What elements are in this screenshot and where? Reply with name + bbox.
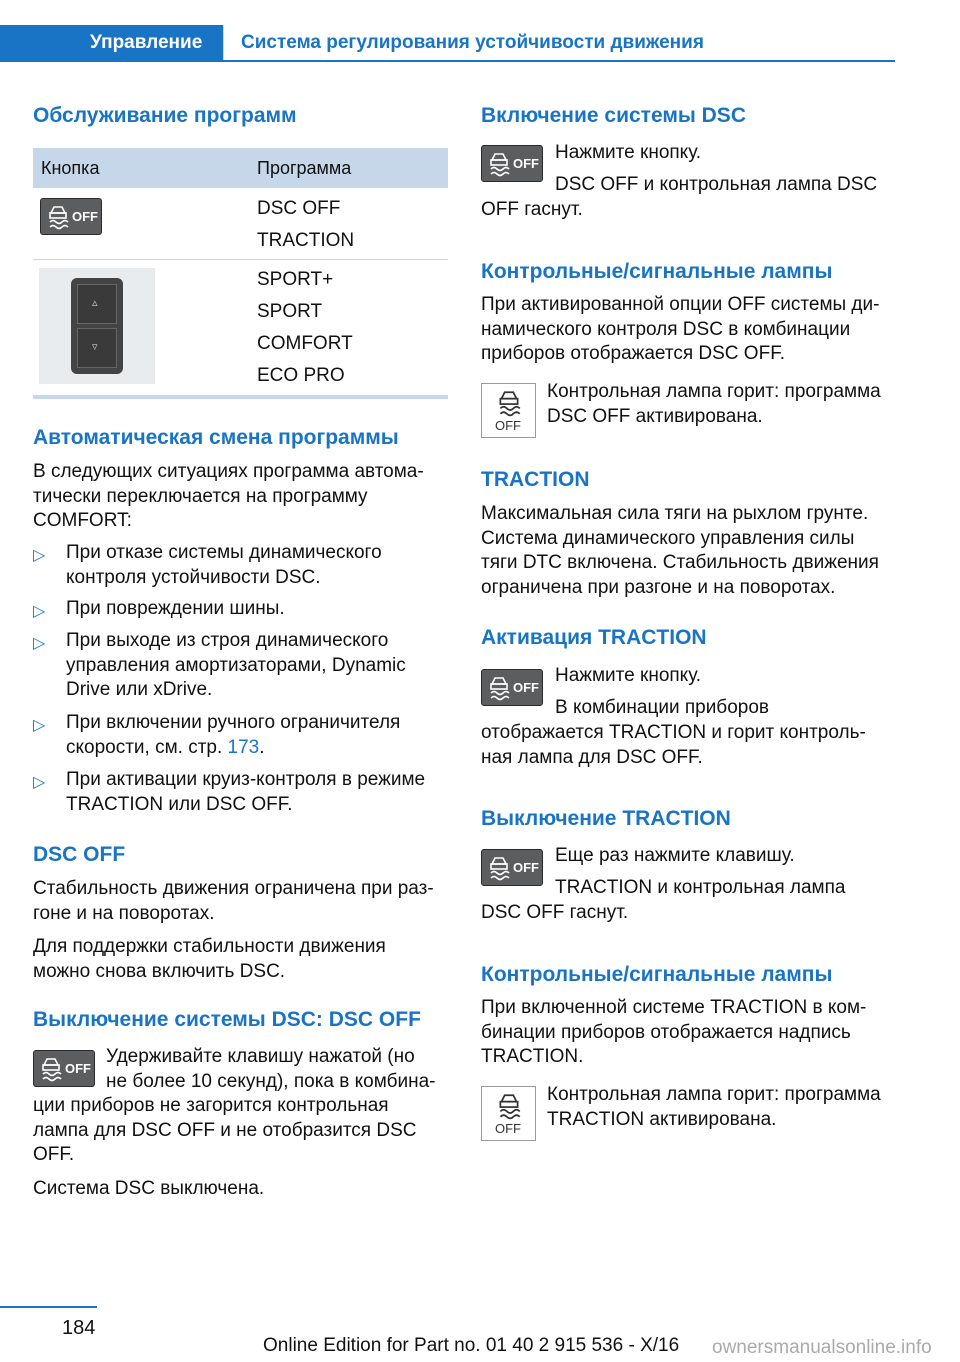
dsc-on-text: DSC OFF и контрольная лампа DSC [555,174,878,195]
table-bottom-rule [33,395,448,399]
skid-car-icon [488,151,510,177]
text-line: При выходе из строя динамического [66,630,389,651]
skid-car-icon [496,1092,522,1120]
chapter-title: Система регулирования устойчивости движения [241,32,704,53]
dsc-support-paragraph [33,935,386,984]
text-line: гоне и на поворотах. [33,902,215,924]
skid-car-icon [488,855,510,881]
text-line: тически переключается на программу [33,485,368,507]
dsc-disabled-text: Система DSC выключена. [33,1178,265,1199]
text-line: При отказе системы динамического [66,542,382,563]
program-eco-pro: ECO PRO [257,365,345,386]
text-line: В следующих ситуациях программа автома- [33,461,424,482]
text-span: скорости, см. стр. [66,736,228,758]
program-sport-plus: SPORT+ [257,269,334,290]
driving-experience-switch [39,268,155,384]
off-label: OFF [513,156,539,171]
text-line: Контрольная лампа горит: программа [547,381,881,402]
page-number: 184 [62,1317,96,1339]
program-sport: SPORT [257,301,323,322]
dsc-off-button-icon [481,145,543,182]
lamps2-paragraph [481,996,866,1070]
text-line: Удерживайте клавишу нажатой (но [106,1046,415,1067]
text-line: отображается TRACTION и горит контроль- [481,722,866,743]
traction-off-text: TRACTION и контрольная лампа [555,877,846,898]
list-item [66,597,285,622]
heading-dsc-switch-off: Выключение системы DSC: DSC OFF [33,1008,421,1031]
tab-separator [223,25,224,62]
list-item [66,629,406,703]
bullet-icon: ▷ [33,635,46,652]
text-line: намического контроля DSC в комбинации [481,318,851,340]
heading-programs: Обслуживание программ [33,104,297,127]
watermark: ownersmanualsonline.info [712,1337,932,1358]
off-label: OFF [72,209,98,224]
text-line: Стабильность движения ограничена при раз- [33,878,434,899]
heading-lamps-2: Контрольные/сигнальные лампы [481,963,833,986]
dsc-off-paragraph [33,877,434,926]
dsc-off-indicator-lamp [481,383,536,438]
traction-on-text-cont [481,721,866,770]
skid-car-icon [40,1056,62,1082]
text-line: TRACTION. [481,1046,584,1067]
bullet-icon: ▷ [33,547,46,564]
off-label: OFF [495,1121,521,1136]
text-line: ции приборов не загорится контрольная [33,1095,389,1116]
program-comfort: COMFORT [257,333,353,354]
text-line: Для поддержки стабильности движения [33,936,386,957]
traction-off-text-cont: DSC OFF гаснут. [481,902,629,923]
footer-rule [0,1306,97,1308]
text-line: При активированной опции OFF системы ди- [481,294,880,315]
list-item [66,711,400,760]
text-line: бинации приборов отображается надпись [481,1021,851,1043]
col-header-program: Программа [257,158,352,178]
text-line: COMFORT: [33,510,132,531]
skid-car-icon [496,389,522,417]
auto-paragraph [33,460,424,534]
dsc-off-button-icon [481,849,543,886]
press-again-text: Еще раз нажмите клавишу. [555,845,795,866]
list-item [66,541,382,590]
bullet-icon: ▷ [33,603,46,620]
dsc-off-button-icon [33,1050,95,1087]
text-line: управления амортизаторами, Dynamic [66,654,406,676]
press-button-text: Нажмите кнопку. [555,665,702,686]
text-line: TRACTION или DSC OFF. [66,793,293,815]
bullet-icon: ▷ [33,717,46,734]
lamps1-note [547,380,881,429]
off-label: OFF [495,418,521,433]
switch-up-key [77,284,117,324]
dsc-off-button-icon [40,198,102,235]
down-arrow-icon: ▿ [92,341,98,353]
text-line: ная лампа для DSC OFF. [481,746,703,768]
switch-down-key [77,328,117,368]
skid-car-icon [47,204,69,230]
up-arrow-icon: ▵ [92,297,98,309]
text-line: приборов отображается DSC OFF. [481,343,785,364]
text-line: DSC OFF активирована. [547,405,763,427]
lamps1-paragraph [481,293,879,367]
text-line: не более 10 секунд), пока в комбина- [106,1070,436,1092]
traction-indicator-lamp [481,1086,536,1141]
press-button-text: Нажмите кнопку. [555,142,702,163]
text-line: Drive или xDrive. [66,679,213,700]
heading-lamps-1: Контрольные/сигнальные лампы [481,260,833,283]
hold-instruction-cont [33,1094,417,1168]
text-line [66,736,400,761]
off-label: OFF [65,1061,91,1076]
text-line: При повреждении шины. [66,598,285,619]
text-line: Контрольная лампа горит: программа [547,1084,881,1105]
text-line: TRACTION активирована. [547,1108,777,1130]
page-link[interactable]: 173 [227,736,260,758]
dsc-off-button-icon [481,669,543,706]
text-span: . [259,736,265,758]
text-line: Система динамического управления силы [481,527,855,549]
text-line: тяги DTC включена. Стабильность движения [481,552,879,573]
heading-traction-on: Активация TRACTION [481,626,707,649]
switch-body [71,278,123,374]
edition-note: Online Edition for Part no. 01 40 2 915 536 - X/16 [263,1335,680,1356]
section-tab [0,25,223,62]
heading-dsc-off: DSC OFF [33,843,126,866]
col-header-button: Кнопка [41,158,100,178]
heading-auto-switch: Автоматическая смена программы [33,426,399,449]
text-line: можно снова включить DSC. [33,960,286,982]
text-line: Максимальная сила тяги на рыхлом грунте. [481,503,869,524]
program-dsc-off: DSC OFF [257,198,341,219]
traction-paragraph [481,502,879,600]
heading-dsc-on: Включение системы DSC [481,104,746,127]
bullet-icon: ▷ [33,774,46,791]
program-cell-2 [257,264,353,392]
lamps2-note [547,1083,881,1132]
list-item [66,768,425,817]
text-line: лампа для DSC OFF и не отобразится DSC [33,1119,417,1141]
heading-traction-off: Выключение TRACTION [481,807,731,830]
text-line: ограничена при разгоне и на поворотах. [481,576,836,598]
text-line: контроля устойчивости DSC. [66,566,321,588]
off-label: OFF [513,680,539,695]
table-header [33,148,448,188]
text-line: При включенной системе TRACTION в ком- [481,997,867,1018]
program-traction: TRACTION [257,230,355,251]
table-row-divider [33,259,448,260]
hold-instruction [106,1045,435,1094]
heading-traction: TRACTION [481,468,590,491]
text-line: OFF. [33,1144,75,1165]
text-line: При активации круиз-контроля в режиме [66,769,426,790]
page-header [0,0,895,62]
header-rule [223,60,895,62]
text-line: При включении ручного ограничителя [66,712,401,733]
dsc-on-text-cont: OFF гаснут. [481,199,583,220]
traction-on-text: В комбинации приборов [555,697,769,718]
skid-car-icon [488,675,510,701]
program-cell-1 [257,193,354,257]
section-label: Управление [90,32,203,53]
off-label: OFF [513,860,539,875]
